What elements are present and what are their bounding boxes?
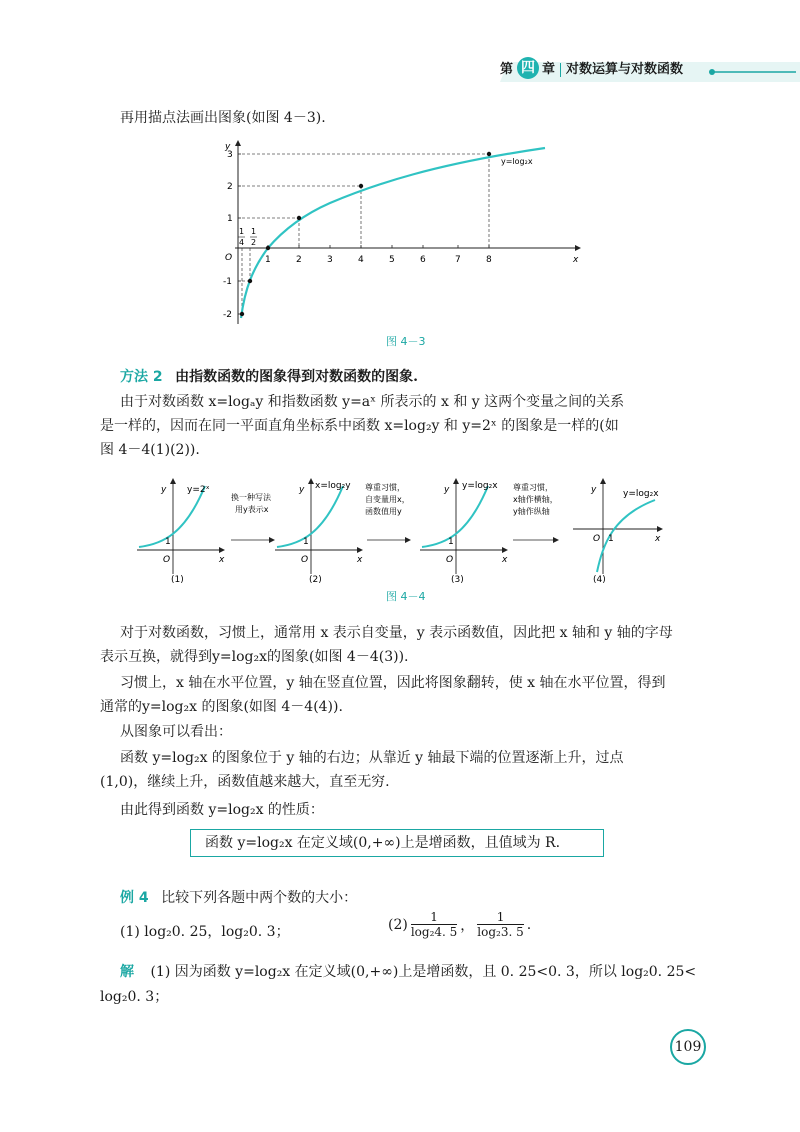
solution-line1: (1) 因为函数 y=log₂x 在定义域(0,+∞)上是增函数，且 0. 25<0. 3，所以 log₂0. 25< [150, 964, 697, 980]
y-tick-1: 1 [227, 214, 233, 224]
panel3-label: y=log₂x [462, 481, 498, 491]
y-tick-2: 2 [227, 182, 233, 192]
y-tick-neg1: -1 [223, 277, 232, 287]
arrow3-line1: 尊重习惯， [513, 483, 553, 492]
chapter-title: 对数运算与对数函数 [566, 62, 684, 77]
svg-text:1: 1 [608, 534, 614, 544]
figure-4-3-graph [215, 138, 585, 328]
frac-1-2-den: 2 [251, 238, 257, 247]
figure-4-4-caption: 图 4－4 [386, 590, 426, 603]
curve-label: y=log₂x [501, 157, 533, 166]
item2-fraction-2 [477, 910, 523, 939]
chapter-suffix: 章 [542, 62, 556, 77]
item2-prefix: (2) [388, 916, 408, 933]
frac-1-4-num: 1 [239, 227, 245, 236]
x-tick-1: 1 [265, 255, 271, 265]
arrow1-line1: 换一种写法 [231, 493, 271, 502]
chapter-prefix: 第 [500, 62, 514, 77]
method2-title: 由指数函数的图象得到对数函数的图象. [175, 369, 418, 385]
example4-item1: (1) log₂0. 25，log₂0. 3； [120, 924, 290, 940]
origin-label: O [225, 253, 233, 263]
arrow3-line3: y轴作纵轴 [513, 507, 550, 516]
panel4-label: y=log₂x [623, 489, 659, 499]
svg-text:O: O [163, 555, 171, 565]
figure-4-3-caption: 图 4－3 [386, 335, 426, 348]
example4-title: 比较下列各题中两个数的大小： [161, 890, 358, 906]
panel3-tag: (3) [451, 575, 464, 585]
para6: 由此得到函数 y=log₂x 的性质： [120, 802, 324, 818]
page-number: 109 [670, 1029, 706, 1065]
item2-fraction-1 [411, 910, 457, 939]
arrow1-line2: 用y表示x [235, 505, 269, 514]
svg-text:y: y [591, 485, 597, 495]
arrow3-line2: x轴作横轴， [513, 495, 558, 504]
property-box: 函数 y=log₂x 在定义域(0,+∞)上是增函数，且值域为 R. [190, 829, 604, 857]
svg-text:x: x [357, 555, 363, 565]
frac-1-4-den: 4 [239, 238, 245, 247]
example4-label: 例 4 [120, 890, 149, 906]
method2-label: 方法 2 [120, 369, 163, 385]
svg-text:y: y [444, 485, 450, 495]
x-tick-8: 8 [486, 255, 492, 265]
item2-end: . [526, 916, 532, 933]
panel1-tag: (1) [171, 575, 184, 585]
panel1-label: y=2ˣ [187, 485, 210, 495]
panel2-tag: (2) [309, 575, 322, 585]
figure-4-4-diagram [135, 478, 675, 586]
svg-text:O: O [446, 555, 454, 565]
item2-separator: ， [460, 917, 475, 934]
svg-text:x: x [219, 555, 225, 565]
method2-line2: 是一样的，因而在同一平面直角坐标系中函数 x=log₂y 和 y=2ˣ 的图象是一样的(如 [100, 418, 619, 434]
para3-line2: 通常的y=log₂x 的图象(如图 4－4(4)). [100, 699, 343, 715]
svg-text:1: 1 [165, 537, 171, 547]
panel2-label: x=log₂y [315, 481, 351, 491]
y-tick-3: 3 [227, 150, 233, 160]
panel4-tag: (4) [593, 575, 606, 585]
example4-item2 [388, 910, 531, 939]
svg-text:x: x [655, 534, 661, 544]
x-tick-3: 3 [327, 255, 333, 265]
chapter-number-badge: 四 [517, 57, 539, 79]
x-tick-7: 7 [455, 255, 461, 265]
frac2-denominator: log₂3. 5 [477, 925, 524, 939]
header-divider [560, 63, 561, 77]
para2-line1: 对于对数函数，习惯上，通常用 x 表示自变量，y 表示函数值，因此把 x 轴和 y 轴的字母 [120, 625, 673, 641]
x-tick-4: 4 [358, 255, 364, 265]
x-axis-label: x [573, 255, 579, 265]
arrow2-line2: 自变量用x， [365, 495, 410, 504]
frac1-numerator: 1 [411, 910, 457, 925]
arrow2-line1: 尊重习惯， [365, 483, 405, 492]
x-tick-2: 2 [296, 255, 302, 265]
solution-label: 解 [120, 964, 134, 980]
para5-line1: 函数 y=log₂x 的图象位于 y 轴的右边；从靠近 y 轴最下端的位置逐渐上升，过点 [120, 750, 624, 766]
svg-text:O: O [301, 555, 309, 565]
arrow2-line3: 函数值用y [365, 507, 402, 516]
intro-paragraph: 再用描点法画出图象(如图 4－3). [120, 110, 326, 126]
x-tick-6: 6 [420, 255, 426, 265]
frac1-denominator: log₂4. 5 [410, 925, 458, 939]
para3-line1: 习惯上，x 轴在水平位置，y 轴在竖直位置，因此将图象翻转，使 x 轴在水平位置，得到 [120, 675, 666, 691]
method2-line3: 图 4－4(1)(2)). [100, 442, 200, 458]
svg-text:O: O [593, 534, 601, 544]
svg-text:y: y [161, 485, 167, 495]
svg-text:x: x [502, 555, 508, 565]
svg-text:1: 1 [303, 537, 309, 547]
y-tick-neg2: -2 [223, 310, 232, 320]
para2-line2: 表示互换，就得到y=log₂x的图象(如图 4－4(3)). [100, 649, 409, 665]
para4: 从图象可以看出： [120, 724, 232, 740]
frac-1-2-num: 1 [251, 227, 257, 236]
method2-line1: 由于对数函数 x=logₐy 和指数函数 y=aˣ 所表示的 x 和 y 这两个变量之间的关系 [120, 394, 625, 410]
svg-text:1: 1 [448, 537, 454, 547]
para5-line2: (1,0)，继续上升，函数值越来越大，直至无穷. [100, 774, 390, 790]
svg-text:y: y [299, 485, 305, 495]
solution-line2: log₂0. 3； [100, 989, 169, 1005]
y-axis-label: y [225, 142, 231, 152]
x-tick-5: 5 [389, 255, 395, 265]
frac2-numerator: 1 [477, 910, 523, 925]
